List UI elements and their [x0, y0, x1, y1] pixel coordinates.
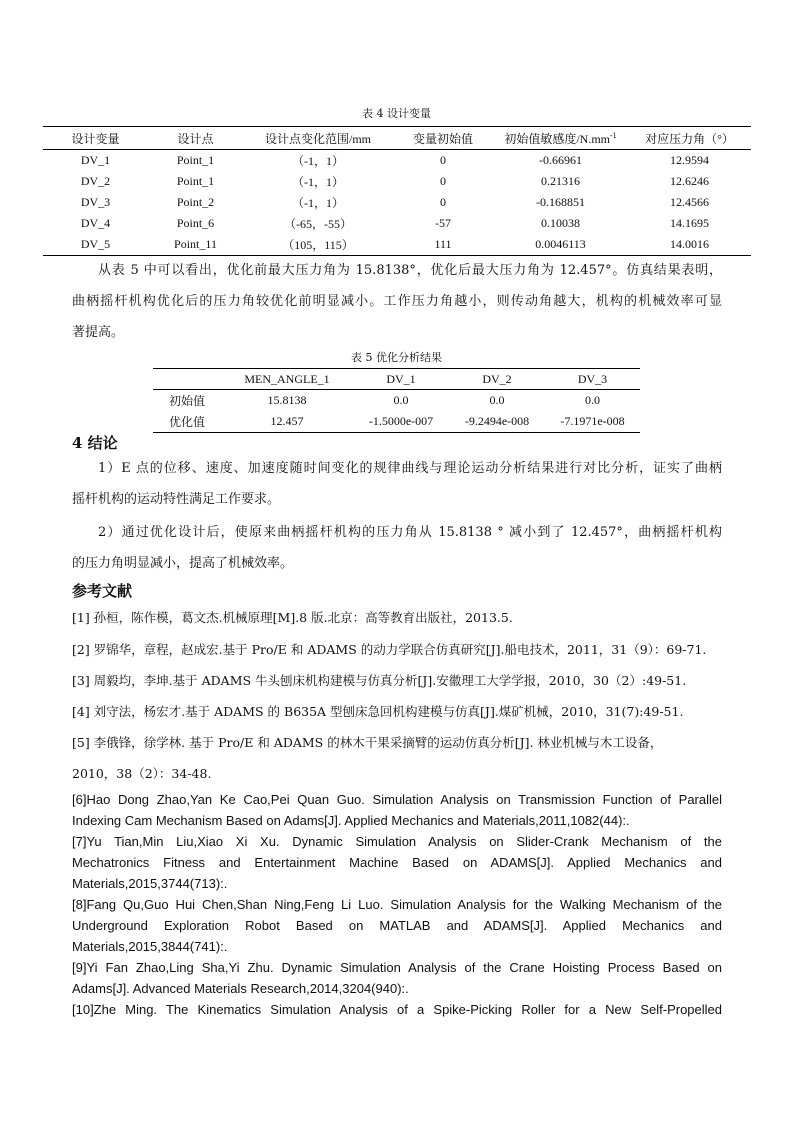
optimization-results-table — [153, 368, 640, 433]
reference-item: [1] 孙桓，陈作模，葛文杰.机械原理[M].8 版.北京：高等教育出版社，2013.5. — [72, 610, 513, 625]
table-cell: （-1，1） — [292, 175, 344, 189]
table4-header-cell — [493, 127, 628, 150]
table5-header-cell: MEN_ANGLE_1 — [221, 369, 353, 390]
table-cell: -0.168851 — [536, 195, 585, 209]
table-cell: Point_1 — [176, 153, 215, 167]
table-cell: 初始值 — [168, 394, 205, 408]
table-cell: DV_2 — [80, 174, 111, 188]
paragraph-line: 的压力角明显减小，提高了机械效率。 — [72, 556, 294, 571]
table-row — [43, 150, 751, 172]
table-cell: Point_11 — [148, 234, 243, 256]
table-cell: Point_1 — [176, 174, 215, 188]
table-cell: 优化值 — [153, 411, 221, 433]
table-cell: -57 — [435, 216, 451, 230]
table-cell: -7.1971e-008 — [545, 411, 640, 433]
reference-item — [72, 789, 722, 1020]
table-cell: DV_3 — [80, 195, 111, 209]
table-cell: -0.66961 — [539, 153, 582, 167]
reference-line: Indexing Cam Mechanism Based on Adams[J]. Applied Mechanics and Materials,2011,1082(44):. — [72, 813, 630, 828]
reference-item: [4] 刘守法，杨宏才.基于 ADAMS 的 B635A 型刨床急回机构建模与仿真[J].煤矿机械，2010，31(7):49-51. — [72, 704, 684, 719]
table-cell: 0.21316 — [541, 174, 580, 188]
table-cell: DV_4 — [80, 216, 111, 230]
table4-header-cell: 设计点变化范围/mm — [243, 127, 393, 150]
table-cell: 14.1695 — [670, 216, 709, 230]
table-row — [43, 234, 751, 256]
table-cell: 0.0 — [393, 393, 409, 407]
reference-line: [9]Yi Fan Zhao,Ling Sha,Yi Zhu. Dynamic Simulation Analysis of the Crane Hoisting Process Based on — [72, 960, 722, 975]
reference-line: [8]Fang Qu,Guo Hui Chen,Shan Ning,Feng Li Luo. Simulation Analysis for the Walking Mechanism of the — [72, 897, 722, 912]
reference-item-continuation: 2010，38（2）：34-48. — [72, 766, 212, 781]
references-heading: 参考文献 — [72, 582, 133, 600]
table-row — [153, 411, 640, 433]
paragraph-line: 著提高。 — [72, 325, 125, 340]
table-cell: Point_6 — [176, 216, 215, 230]
table-cell: 12.4566 — [670, 195, 709, 209]
reference-line: Materials,2015,3844(741):. — [72, 939, 228, 954]
table-cell: 0 — [440, 153, 446, 167]
table-cell: 0 — [440, 174, 446, 188]
table-cell: -9.2494e-008 — [449, 411, 545, 433]
table-cell: DV_1 — [80, 153, 111, 167]
table-cell: （105，115） — [243, 234, 393, 256]
table-cell: 12.6246 — [670, 174, 709, 188]
reference-line: Mechatronics Fitness and Entertainment Machine Based on ADAMS[J]. Applied Mechanics and — [72, 855, 722, 870]
table-row — [153, 390, 640, 412]
table-cell: （-1，1） — [292, 154, 344, 168]
conclusion-paragraph-1 — [72, 453, 722, 515]
table5-header-row — [153, 369, 640, 390]
table5-header-cell — [153, 369, 221, 390]
reference-line: Materials,2015,3744(713):. — [72, 876, 228, 891]
table5-header-cell: DV_2 — [449, 369, 545, 390]
table4-caption: 表 4 设计变量 — [362, 107, 431, 120]
reference-item: [5] 李俄锋，徐学林. 基于 Pro/E 和 ADAMS 的林木干果采摘臂的运动仿真分析[J]. 林业机械与木工设备， — [72, 735, 663, 750]
reference-item: [2] 罗锦华，章程，赵成宏.基于 Pro/E 和 ADAMS 的动力学联合仿真研究[J].船电技术，2011，31（9）：69-71. — [72, 642, 707, 657]
reference-item: [3] 周毅均，李坤.基于 ADAMS 牛头刨床机构建模与仿真分析[J].安徽理工大学学报，2010，30（2）:49-51. — [72, 673, 687, 688]
table-cell: （-1，1） — [292, 196, 344, 210]
paragraph-line: 从表 5 中可以看出，优化前最大压力角为 15.8138°，优化后最大压力角为 12.457°。仿真结果表明， — [98, 263, 722, 278]
reference-line: Adams[J]. Advanced Materials Research,2014,3204(940):. — [72, 981, 409, 996]
table-cell: 0 — [440, 195, 446, 209]
paragraph-line: 曲柄摇杆机构优化后的压力角较优化前明显减小。工作压力角越小，则传动角越大，机构的机械效率可显 — [72, 294, 722, 309]
table5-caption: 表 5 优化分析结果 — [351, 351, 442, 364]
reference-line: Underground Exploration Robot Based on MATLAB and ADAMS[J]. Applied Mechanics and — [72, 918, 722, 933]
design-variables-table — [43, 126, 751, 256]
table-cell: -1.5000e-007 — [353, 411, 449, 433]
paragraph-line: 1）E 点的位移、速度、加速度随时间变化的规律曲线与理论运动分析结果进行对比分析，证实了曲柄 — [98, 461, 722, 476]
table5-header-cell: DV_1 — [353, 369, 449, 390]
table-cell: DV_5 — [43, 234, 148, 256]
table-cell: Point_2 — [176, 195, 215, 209]
table-cell: 12.9594 — [670, 153, 709, 167]
table4-header-row — [43, 127, 751, 150]
paragraph-line: 摇杆机构的运动特性满足工作要求。 — [72, 492, 281, 507]
results-paragraph — [72, 255, 722, 348]
sensitivity-unit-superscript: -1 — [610, 130, 617, 140]
table-cell: 12.457 — [221, 411, 353, 433]
table4-header-cell: 对应压力角（°） — [628, 127, 751, 150]
table-cell: 0.0 — [585, 393, 600, 407]
table-cell: 0.10038 — [541, 216, 580, 230]
reference-line: [7]Yu Tian,Min Liu,Xiao Xi Xu. Dynamic Simulation Analysis on Slider-Crank Mechanism of the — [72, 834, 722, 849]
table4-header-cell: 变量初始值 — [393, 127, 493, 150]
table4-header-cell: 设计变量 — [43, 127, 148, 150]
reference-line: [6]Hao Dong Zhao,Yan Ke Cao,Pei Quan Guo. Simulation Analysis on Transmission Function of Parallel — [72, 792, 722, 807]
table-row — [43, 171, 751, 192]
table-cell: 111 — [393, 234, 493, 256]
sensitivity-header-text: 初始值敏感度/N.mm — [504, 131, 610, 146]
table-cell: 14.0016 — [628, 234, 751, 256]
table-row — [43, 192, 751, 213]
table-cell: 0.0046113 — [493, 234, 628, 256]
table5-header-cell: DV_3 — [545, 369, 640, 390]
conclusion-paragraph-2 — [72, 517, 722, 579]
table4-header-cell: 设计点 — [148, 127, 243, 150]
paragraph-line: 2）通过优化设计后，使原来曲柄摇杆机构的压力角从 15.8138 ° 减小到了 12.457°，曲柄摇杆机构 — [98, 525, 722, 540]
table-cell: 15.8138 — [267, 393, 307, 407]
table-row — [43, 213, 751, 234]
table-cell: 0.0 — [489, 393, 505, 407]
reference-line: [10]Zhe Ming. The Kinematics Simulation Analysis of a Spike-Picking Roller for a New Self-Propelled — [72, 1002, 722, 1017]
conclusion-heading: 4 结论 — [72, 434, 118, 452]
table-cell: （-65，-55） — [284, 217, 352, 231]
